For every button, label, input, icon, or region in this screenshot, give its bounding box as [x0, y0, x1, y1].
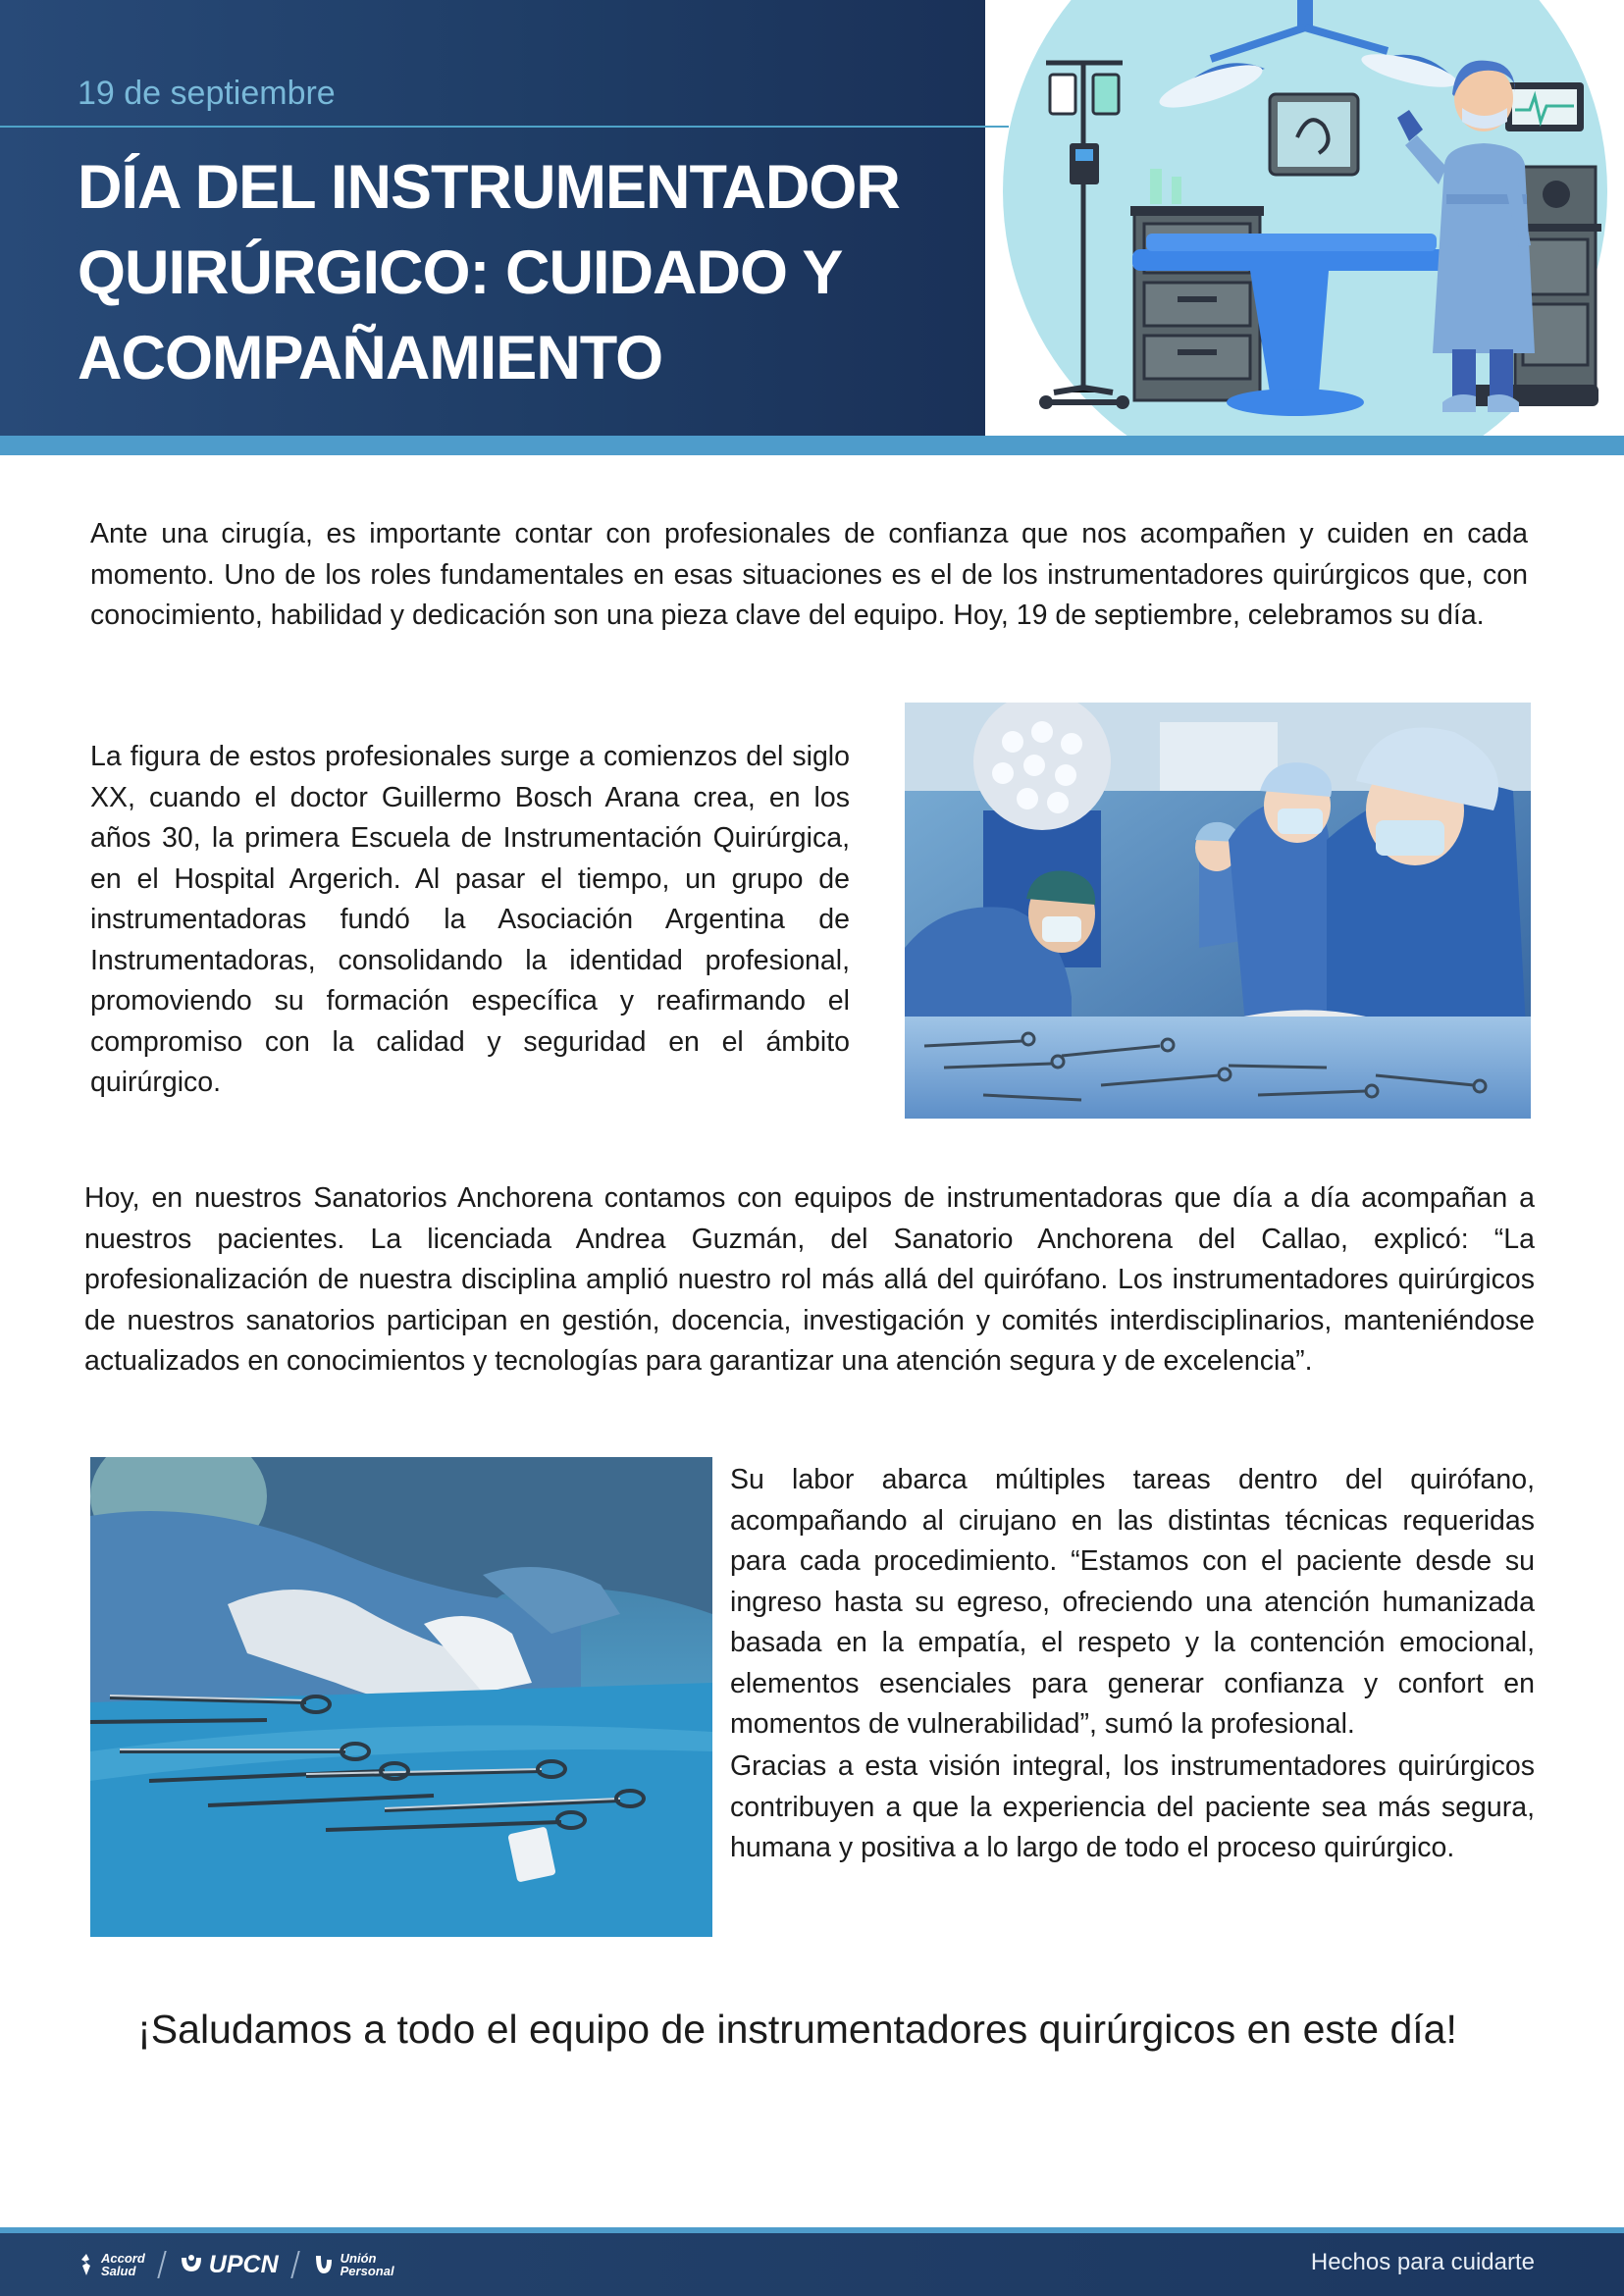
- upcn-icon: [179, 2252, 204, 2277]
- team-quote-paragraph: Hoy, en nuestros Sanatorios Anchorena contamos con equipos de instrumentadoras que día a día acompañan a nuestros pacientes. La licenciada Andrea Guzmán, del Sanatorio Anchorena del Callao, explicó: “La profesionalización de nuestra disciplina amplió nuestro rol más allá del quirófano. Los instrumentadores quirúrgicos de nuestros sanatorios participan en gestión, docencia, investigación y comités interdisciplinarios, manteniéndose actualizados en conocimientos y tecnologías para garantizar una atención segura y de excelencia”.: [84, 1182, 1535, 1377]
- closing-greeting: ¡Saludamos a todo el equipo de instrumentadores quirúrgicos en este día!: [137, 2007, 1457, 2052]
- footer-tagline: Hechos para cuidarte: [1310, 2249, 1535, 2275]
- footer: [0, 2233, 1624, 2296]
- upcn-logo: UPCN: [179, 2251, 279, 2279]
- header-accent-band: [0, 436, 1624, 455]
- conclusion-paragraph: Gracias a esta visión integral, los instrumentadores quirúrgicos contribuyen a que la experiencia del paciente sea más segura, humana y positiva a lo largo de todo el proceso quirúrgico.: [730, 1750, 1535, 1863]
- surgical-instruments-photo: [90, 1457, 712, 1937]
- partner-logos: [77, 2249, 394, 2280]
- union-personal-logo: Unión Personal: [312, 2252, 394, 2277]
- logo-separator: [157, 2251, 167, 2278]
- page-title: DÍA DEL INSTRUMENTADOR QUIRÚRGICO: CUIDADO Y ACOMPAÑAMIENTO: [78, 153, 900, 392]
- history-paragraph: La figura de estos profesionales surge a comienzos del siglo XX, cuando el doctor Guillermo Bosch Arana crea, en los años 30, la primera Escuela de Instrumentación Quirúrgica, en el Hospital Argerich. Al pasar el tiempo, un grupo de instrumentadoras fundó la Asociación Argentina de Instrumentadoras, consolidando la identidad profesional, promoviendo su formación específica y reafirmando el compromiso con la calidad y seguridad en el ámbito quirúrgico.: [90, 741, 850, 1098]
- accord-salud-logo: Accord Salud: [77, 2252, 145, 2277]
- surgical-team-photo: [905, 703, 1531, 1119]
- header-divider: [0, 126, 1009, 128]
- union-personal-icon: [312, 2252, 336, 2277]
- intro-paragraph: Ante una cirugía, es importante contar con profesionales de confianza que nos acompañen y cuiden en cada momento. Uno de los roles fundamentales en esas situaciones es el de los instrumentadores quirúrgicos que, con conocimiento, habilidad y dedicación son una pieza clave del equipo. Hoy, 19 de septiembre, celebramos su día.: [90, 518, 1528, 631]
- operating-room-illustration: [985, 0, 1624, 436]
- header-banner: [0, 0, 985, 436]
- header-date: 19 de septiembre: [78, 75, 336, 112]
- accord-salud-icon: [77, 2252, 96, 2277]
- logo-separator: [290, 2251, 300, 2278]
- role-paragraph: Su labor abarca múltiples tareas dentro del quirófano, acompañando al cirujano en las distintas técnicas requeridas para cada procedimiento. “Estamos con el paciente desde su ingreso hasta su egreso, ofreciendo una atención humanizada basada en la empatía, el respeto y la contención emocional, elementos esenciales para generar confianza y confort en momentos de vulnerabilidad”, sumó la profesional.: [730, 1464, 1535, 1740]
